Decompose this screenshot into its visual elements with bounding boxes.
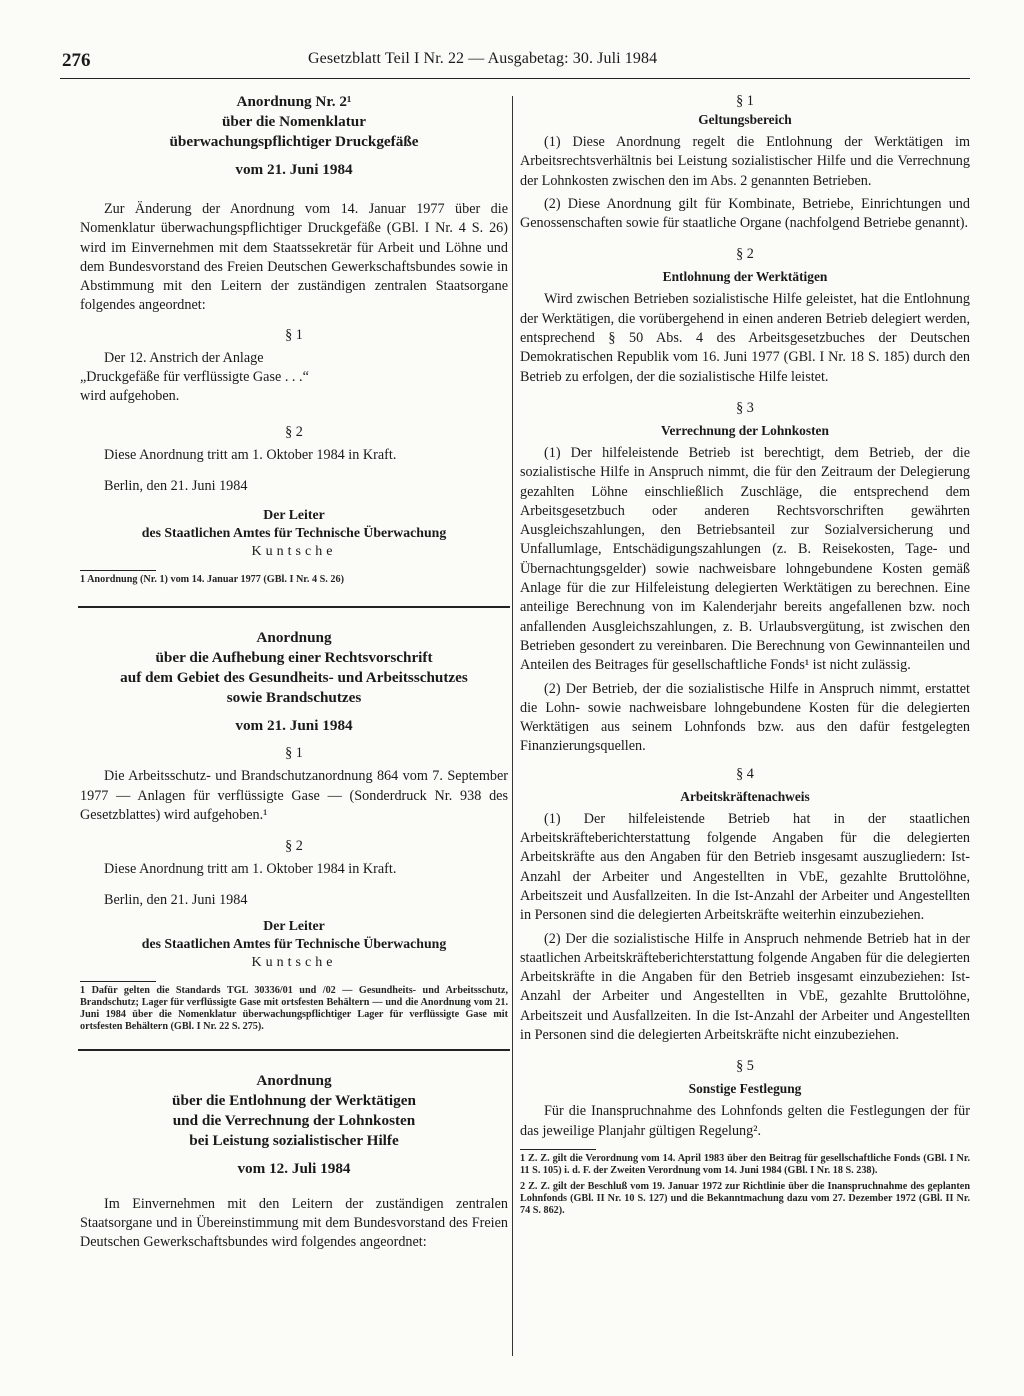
doc1-title-line: über die Nomenklatur (221, 113, 366, 130)
left-column (80, 92, 508, 1253)
doc3-section-4-sign: § 4 (736, 765, 754, 782)
doc3-section-1-sign: § 1 (736, 93, 754, 109)
running-head: Gesetzblatt Teil I Nr. 22 — Ausgabetag: 30. Juli 1984 (308, 50, 658, 67)
doc1-title-line: überwachungspflichtiger Druckgefäße (169, 133, 419, 150)
doc3-s3-p2: (2) Der Betrieb, der die sozialistische Hilfe in Anspruch nimmt, erstattet die Lohn- sowie nachweisbare lohngebundene Kosten für die delegierten Werktätigen aus seinem Lohnfonds bzw. aus den dafür festgelegten Finanzierungsquellen. (520, 680, 970, 755)
doc1-date: vom 21. Juni 1984 (235, 161, 353, 178)
right-column (520, 92, 970, 1217)
doc1-section-1-sign: § 1 (285, 326, 303, 343)
doc1-signer-role: des Staatlichen Amtes für Technische Überwachung (141, 525, 447, 541)
doc2-place-date: Berlin, den 21. Juni 1984 (104, 892, 248, 909)
doc3-section-3-heading: Verrechnung der Lohnkosten (661, 422, 829, 438)
doc3-title-line: Anordnung (256, 1071, 332, 1089)
doc3-section-5-heading: Sonstige Festlegung (688, 1081, 802, 1097)
doc3-section-3-sign: § 3 (736, 399, 754, 416)
doc2-title-line: Anordnung (256, 629, 332, 647)
doc1-signer-role: Der Leiter (263, 507, 325, 523)
doc3-title-line: und die Verrechnung der Lohnkosten (172, 1111, 416, 1129)
doc3-title (80, 1071, 508, 1151)
footnote-rule (80, 570, 156, 571)
doc3-preamble: Im Einvernehmen mit den Leitern der zuständigen zentralen Staatsorgane und in Übereinstimmung mit dem Bundesvorstand des Freien Deutschen Gewerkschaftsbundes wird folgendes angeordnet: (80, 1195, 508, 1251)
doc2-s2-text: Diese Anordnung tritt am 1. Oktober 1984 in Kraft. (104, 861, 397, 878)
doc3-s1-p2: (2) Diese Anordnung gilt für Kombinate, Betriebe, Einrichtungen und Genossenschaften sowie für staatliche Organe (nachfolgend Betriebe genannt). (520, 195, 970, 232)
doc2-title-line: sowie Brandschutzes (226, 689, 362, 707)
doc1-s1-line: wird aufgehoben. (80, 388, 180, 405)
footnote-rule (80, 981, 156, 982)
page-number: 276 (62, 50, 91, 71)
doc2-signer-role: Der Leiter (263, 917, 325, 933)
doc3-section-2-heading: Entlohnung der Werktätigen (662, 269, 828, 285)
doc2-date: vom 21. Juni 1984 (235, 717, 353, 735)
doc2-signer-role: des Staatlichen Amtes für Technische Überwachung (141, 935, 447, 951)
doc2-signer-name: Kuntsche (251, 954, 337, 970)
doc2-title (80, 628, 508, 708)
doc3-footnote-1: 1 Z. Z. gilt die Verordnung vom 14. April 1983 über den Beitrag für gesellschaftliche Fonds (GBl. I Nr. 11 S. 105) i. d. F. der Zweiten Verordnung vom 14. Juni 1984 (GBl. I Nr. 18 S. 238). (520, 1152, 970, 1176)
footnote-rule (520, 1149, 596, 1150)
doc3-section-2-sign: § 2 (736, 246, 754, 263)
doc1-signer-name: Kuntsche (251, 544, 337, 560)
column-divider (512, 96, 513, 1356)
doc1-s1-line: „Druckgefäße für verflüssigte Gase . . .“ (80, 369, 309, 386)
page-header (0, 46, 1024, 76)
doc2-section-1-sign: § 1 (285, 745, 303, 762)
doc3-s2-p1: Wird zwischen Betrieben sozialistische Hilfe geleistet, hat die Entlohnung der Werktätigen, die vorübergehend in einen anderen Betrieb delegiert werden, entsprechend § 50 Abs. 4 des Arbeitsgesetzbuches der Deutschen Demokratischen Republik vom 16. Juni 1977 (GBl. I Nr. 18 S. 185) durch den Betrieb zu erfolgen, der die sozialistische Hilfe leistet. (520, 291, 970, 385)
doc3-s1-p1: (1) Diese Anordnung regelt die Entlohnung der Werktätigen im Arbeitsrechtsverhältnis bei Leistung sozialistischer Hilfe und die Verrechnung der Lohnkosten zwischen den im Abs. 2 genannten Betrieben. (520, 134, 970, 189)
doc1-section-2-sign: § 2 (285, 423, 303, 440)
doc1-title (80, 92, 508, 152)
doc1-s2-text: Diese Anordnung tritt am 1. Oktober 1984 in Kraft. (104, 446, 397, 463)
doc3-section-5-sign: § 5 (736, 1058, 754, 1075)
doc3-s4-p2: (2) Der die sozialistische Hilfe in Anspruch nehmende Betrieb hat in der staatlichen Arbeitskräfteberichterstattung folgende Angaben für die delegierten Arbeitskräfte in die Angaben für den Betrieb insgesamt einzubeziehen: Ist-Anzahl der Arbeiter und Angestellten in VbE, gezahlte Bruttolöhne, Arbeitszeit und Ausfallzeiten. In die Ist-Anzahl der Arbeiter und Angestellten in Personen sind die delegierten Arbeitskräfte nicht einzubeziehen. (520, 930, 970, 1043)
doc3-section-1-heading: Geltungsbereich (698, 112, 792, 127)
doc3-footnote-2: 2 Z. Z. gilt der Beschluß vom 19. Januar 1972 zur Richtlinie über die Inanspruchnahme des geplanten Lohnfonds (GBl. II Nr. 10 S. 127) und die Bekanntmachung dazu vom 27. Dezember 1972 (GBl. II Nr. 74 S. 862). (520, 1180, 970, 1216)
doc1-title-line: Anordnung Nr. 2¹ (236, 93, 352, 110)
doc2-section-2-sign: § 2 (285, 838, 303, 855)
doc2-title-line: auf dem Gebiet des Gesundheits- und Arbeitsschutzes (120, 669, 468, 687)
header-rule (60, 78, 970, 79)
doc3-s5-p1: Für die Inanspruchnahme des Lohnfonds gelten die Festlegungen der für das jeweilige Planjahr gültigen Regelung². (520, 1103, 970, 1139)
doc3-s4-p1: (1) Der hilfeleistende Betrieb hat in der staatlichen Arbeitskräfteberichterstattung folgende Angaben für die delegierten Arbeitskräfte aus den Angaben für den Betrieb insgesamt auszugliedern: Ist-Anzahl der Arbeiter und Angestellten in VbE, gezahlte Bruttolöhne, Arbeitszeit und Ausfallzeiten. In die Ist-Anzahl der Arbeiter und Angestellten in Personen sind die delegierten Arbeitskräfte weiterhin einzubeziehen. (520, 810, 970, 924)
doc3-section-4-heading: Arbeitskräftenachweis (680, 788, 810, 804)
doc3-date: vom 12. Juli 1984 (237, 1159, 351, 1177)
doc1-place-date: Berlin, den 21. Juni 1984 (104, 477, 248, 494)
doc1-preamble: Zur Änderung der Anordnung vom 14. Januar 1977 über die Nomenklatur überwachungspflichtiger Druckgefäße (GBl. I Nr. 4 S. 26) wird im Einvernehmen mit dem Staatssekretär für Arbeit und Löhne und dem Bundesvorstand des Freien Deutschen Gewerkschaftsbundes sowie in Abstimmung mit den Leitern der zuständigen zentralen Staatsorgane folgendes angeordnet: (80, 201, 508, 314)
doc1-footnote: 1 Anordnung (Nr. 1) vom 14. Januar 1977 (GBl. I Nr. 4 S. 26) (80, 574, 344, 586)
doc2-s1-text: Die Arbeitsschutz- und Brandschutzanordnung 864 vom 7. September 1977 — Anlagen für verflüssigte Gase — (Sonderdruck Nr. 938 des Gesetzblattes) wird aufgehoben.¹ (80, 768, 508, 823)
doc3-title-line: über die Entlohnung der Werktätigen (172, 1091, 416, 1109)
doc2-title-line: über die Aufhebung einer Rechtsvorschrift (155, 649, 433, 667)
doc3-title-line: bei Leistung sozialistischer Hilfe (189, 1131, 399, 1149)
doc3-s3-p1: (1) Der hilfeleistende Betrieb ist berechtigt, dem Betrieb, der die sozialistische Hilfe in Anspruch nimmt, die für den Zeitraum der Delegierung gezahlten Löhne einschließlich Zuschläge, die entsprechend dem Arbeitsgesetzbuch oder anderen Rechtsvorschriften gewährten Ausgleichszahlungen, den Betriebsanteil zur Sozialversicherung und Unfallumlage, Entschädigungszahlungen (z. B. Reisekosten, Tage- und Übernachtungsgelder) sowie nachweisbare lohngebundene Kosten gemäß Anlage für die zur Hilfeleistung delegierten Werktätigen zu berechnen. Eine anteilige Berechnung von im Kalenderjahr bereits angefallenen bzw. noch anfallenden Ausgleichszahlungen, z. B. Urlaubsvergütung, ist zwischen den Betrieben gesondert zu vereinbaren. Die Berechnung von Gewinnanteilen und Anteilen des Beitrages für gesellschaftliche Fonds¹ ist nicht zulässig. (520, 444, 970, 674)
doc1-s1-line: Der 12. Anstrich der Anlage (104, 349, 264, 366)
doc2-footnote: 1 Dafür gelten die Standards TGL 30336/01 und /02 — Gesundheits- und Arbeitsschutz, Brandschutz; Lager für verflüssigte Gase mit ortsfesten Behältern — und die Anordnung vom 21. Juni 1984 über die Nomenklatur überwachungspflichtiger Lager für verflüssigte Gase mit ortsfesten Behältern (GBl. I Nr. 22 S. 275). (80, 984, 508, 1032)
